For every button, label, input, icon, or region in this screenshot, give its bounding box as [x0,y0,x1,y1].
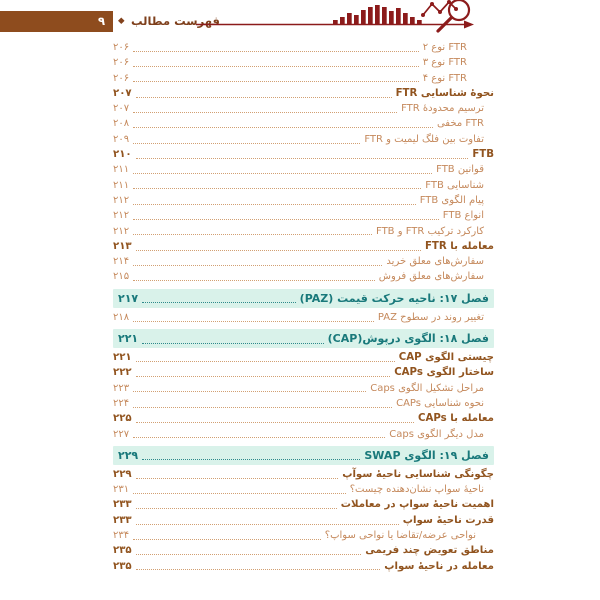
toc-entry-title: چیستی الگوی CAP [398,352,494,364]
toc-entry-page: ۲۱۰ [113,149,132,161]
dotted-leader [141,329,324,348]
toc-entry [113,224,494,239]
toc-entry [113,381,494,396]
toc-entry [113,208,494,223]
toc-entry-page: ۲۳۳ [113,499,132,511]
toc-entry-title: FTB [472,149,494,161]
toc-entry-title: معامله با FTR [424,240,494,252]
toc-entry-page: ۲۱۵ [113,271,130,283]
toc-entry-title: چگونگی شناسایی ناحیۀ سوآپ [342,468,494,480]
dotted-leader [135,350,396,365]
toc-entry-title: مناطق تعویض چند فریمی [365,545,494,557]
toc-entry [113,116,494,131]
toc-entry [113,178,494,193]
toc-entry-page: ۲۰۹ [113,133,130,145]
toc-entry-page: ۲۰۶ [113,42,130,53]
toc-entry-title: شناسایی FTB [425,179,484,191]
toc-entry-title: قوانین FTB [436,164,484,176]
page-number-bar [0,11,113,32]
dotted-leader [132,71,420,86]
toc-entry-page: ۲۲۱ [113,352,132,364]
toc-entry [113,55,494,70]
toc-entry [113,147,494,162]
dotted-leader [135,86,393,101]
dotted-leader [141,289,297,308]
dotted-leader [132,310,375,325]
toc-entry-page: ۲۲۵ [113,413,132,425]
toc-entry-page: ۲۱۸ [113,311,130,323]
toc-entry-title: ترسیم محدودۀ FTR [401,103,484,115]
dotted-leader [132,40,420,55]
toc-entry-page: ۲۱۲ [113,210,130,222]
dotted-leader [135,497,338,512]
toc-entry-page: ۲۲۹ [113,468,132,480]
dotted-leader [135,513,400,528]
dotted-leader [135,467,340,482]
toc-entry [113,239,494,254]
dotted-leader [141,446,361,465]
toc-entry-page: ۲۰۶ [113,57,130,69]
toc-entry-page: ۲۰۷ [113,103,130,115]
toc-entry [113,365,494,380]
page-number: ۹ [97,14,105,28]
toc-entry [113,497,494,512]
toc-entry-page: ۲۳۳ [113,514,132,526]
toc-entry-title: FTR نوع ۲ [422,42,467,53]
toc-entry-title: انواع FTB [442,210,484,222]
toc-entry-title: قدرت ناحیۀ سواپ [402,514,494,526]
toc-entry-title: سفارش‌های معلق فروش [378,271,484,283]
toc-entry-title: کارکرد ترکیب FTR و FTB [376,225,484,237]
toc-entry [113,132,494,147]
toc-entry [113,528,494,543]
toc-entry-page: ۲۰۸ [113,118,130,130]
toc-entry [113,162,494,177]
dotted-leader [132,55,420,70]
dotted-leader [132,101,398,116]
toc-entry-title: FTR مخفی [436,118,484,130]
toc-entry-page: ۲۰۷ [113,87,132,99]
toc-entry-title: ناحیۀ سواپ نشان‌دهنده چیست؟ [349,484,484,496]
toc-entry [113,350,494,365]
toc-entry-title: مراحل تشکیل الگوی Caps [370,382,484,394]
dotted-leader [132,116,434,131]
dotted-leader [132,396,393,411]
toc-entry-title: نحوه شناسایی CAPs [396,397,484,409]
toc-entry-page: ۲۳۱ [113,484,130,496]
toc-entry-page: ۲۱۱ [113,164,130,176]
toc-chapter-row [113,289,494,308]
toc-entry-title: فصل ۱۷: ناحیه حرکت قیمت (PAZ) [299,291,489,305]
dotted-leader [132,269,376,284]
toc-entry-title: FTR نوع ۴ [422,72,467,84]
toc-entry-page: ۲۲۲ [113,367,132,379]
toc-entry [113,193,494,208]
toc-entry-title: FTR نوع ۳ [422,57,467,69]
toc-entry-page: ۲۱۷ [118,291,139,305]
toc-entry-page: ۲۲۹ [118,448,139,462]
toc-entry [113,71,494,86]
toc-entry [113,543,494,558]
dotted-leader [132,162,433,177]
toc-entry [113,396,494,411]
dotted-leader [132,427,386,442]
toc-entry-title: تفاوت بین فلگ لیمیت و FTR [364,133,484,145]
dotted-leader [132,254,383,269]
toc-entry-title: معامله با CAPs [418,413,494,425]
header-decoration [193,0,485,38]
dotted-leader [132,381,367,396]
toc-list [113,40,494,574]
toc-entry-title: ساختار الگوی CAPs [394,367,494,379]
dotted-leader [132,224,373,239]
toc-entry-title: پیام الگوی FTB [419,194,484,206]
dotted-leader [135,365,392,380]
toc-entry-page: ۲۰۶ [113,72,130,84]
toc-entry-title: سفارش‌های معلق خرید [386,256,484,268]
toc-entry [113,467,494,482]
toc-entry-page: ۲۱۲ [113,194,130,206]
dotted-leader [135,239,422,254]
toc-entry [113,86,494,101]
toc-entry-page: ۲۳۵ [113,545,132,557]
dotted-leader [135,147,470,162]
dotted-leader [135,559,382,574]
toc-chapter-row [113,329,494,348]
toc-entry-page: ۲۲۷ [113,428,130,440]
diamond-icon: ◆ [118,16,125,26]
dotted-leader [132,482,347,497]
toc-entry-page: ۲۲۴ [113,397,130,409]
dotted-leader [135,411,415,426]
toc-entry-title: نحوۀ شناسایی FTR [395,87,494,99]
dotted-leader [132,132,361,147]
toc-entry-title: فصل ۱۹: الگوی SWAP [364,448,489,462]
dotted-leader [132,193,417,208]
toc-entry [113,40,494,55]
toc-entry-page: ۲۳۴ [113,530,130,542]
bar-chart-icon [333,5,422,24]
toc-entry-page: ۲۲۱ [118,332,139,346]
toc-entry [113,101,494,116]
toc-entry-page: ۲۳۵ [113,560,132,572]
toc-entry [113,513,494,528]
toc-entry-page: ۲۲۳ [113,382,130,394]
dotted-leader [135,543,363,558]
toc-entry [113,254,494,269]
toc-chapter-row [113,446,494,465]
toc-entry-page: ۲۱۴ [113,256,130,268]
toc-entry-page: ۲۱۱ [113,179,130,191]
toc-entry-title: نواحی عرضه/تقاضا یا نواحی سواپ؟ [324,530,476,542]
dotted-leader [132,178,422,193]
toc-entry-page: ۲۱۲ [113,225,130,237]
toc-entry [113,427,494,442]
toc-entry-title: تغییر روند در سطوح PAZ [377,311,484,323]
dotted-leader [132,208,440,223]
toc-entry [113,411,494,426]
toc-entry-title: معامله در ناحیۀ سواپ [384,560,494,572]
toc-entry-title: مدل دیگر الگوی Caps [389,428,484,440]
toc-entry [113,559,494,574]
header-title: فهرست مطالب [131,14,220,28]
toc-entry-title: فصل ۱۸: الگوی درپوش(CAP) [327,332,489,346]
toc-entry [113,310,494,325]
toc-entry-page: ۲۱۳ [113,240,132,252]
toc-entry-title: اهمیت ناحیۀ سواپ در معاملات [340,499,494,511]
toc-entry [113,482,494,497]
dotted-leader [132,528,322,543]
toc-entry [113,269,494,284]
